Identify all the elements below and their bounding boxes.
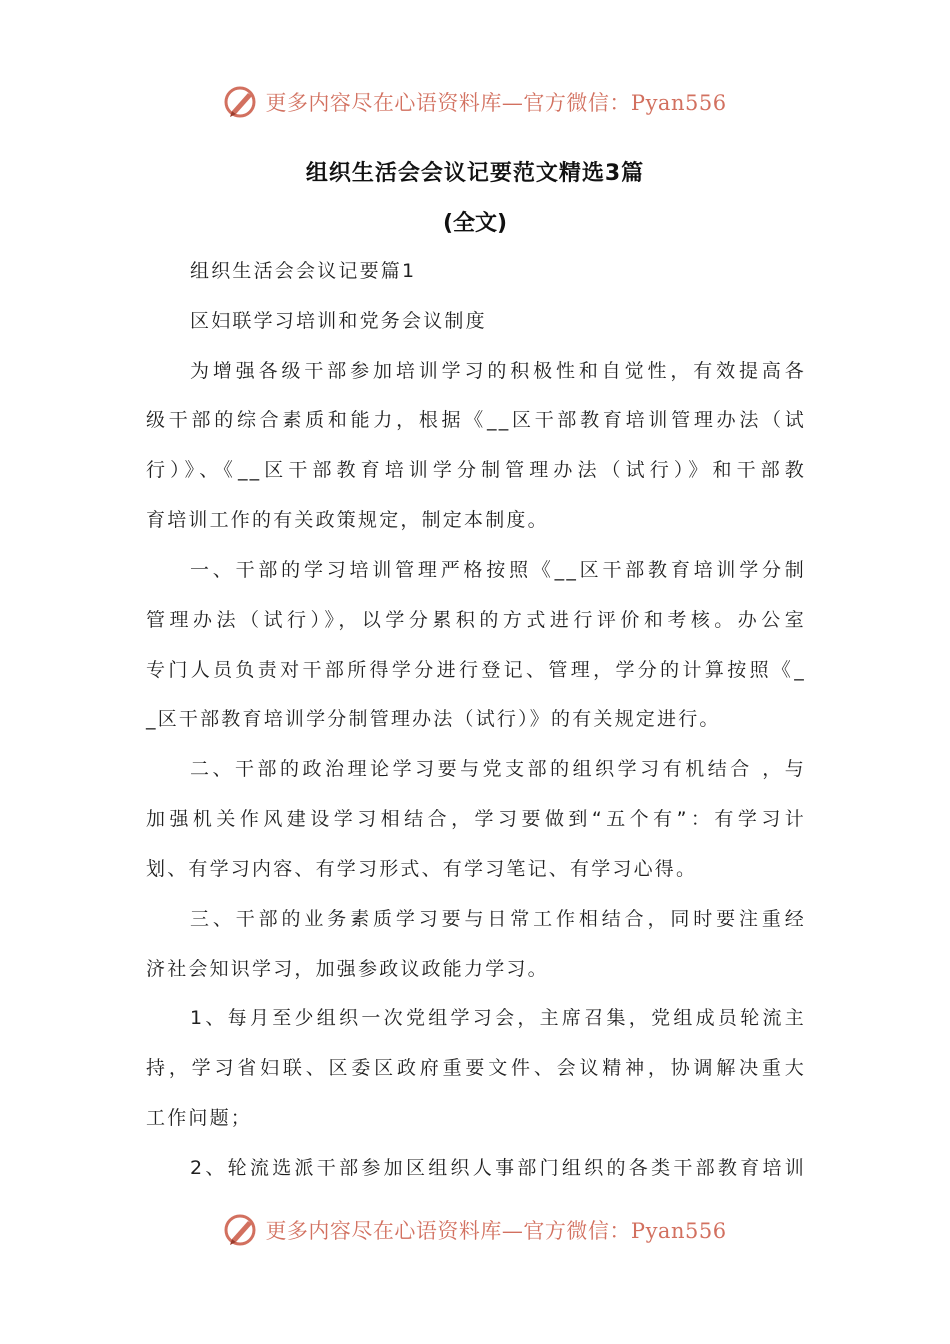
rule-title: 区妇联学习培训和党务会议制度 (190, 310, 487, 332)
paragraph-line: 持，学习省妇联、区委区政府重要文件、会议精神，协调解决重大 (146, 1057, 806, 1079)
paragraph-line: 济社会知识学习，加强参政议政能力学习。 (146, 958, 549, 980)
paragraph-line: 专门人员负责对干部所得学分进行登记、管理，学分的计算按照《_ (146, 659, 806, 681)
paragraph-line: 1、每月至少组织一次党组学习会，主席召集，党组成员轮流主 (190, 1007, 806, 1029)
paragraph-line: 行）》、《__区干部教育培训学分制管理办法（试行）》和干部教 (146, 459, 806, 481)
pen-logo-icon (223, 84, 259, 120)
watermark-text: 更多内容尽在心语资料库—官方微信：Pyan556 (265, 1219, 727, 1243)
watermark-text: 更多内容尽在心语资料库—官方微信：Pyan556 (265, 91, 727, 115)
paragraph-line: 级干部的综合素质和能力，根据《__区干部教育培训管理办法（试 (146, 409, 806, 431)
paragraph-line: 三、干部的业务素质学习要与日常工作相结合，同时要注重经 (190, 908, 806, 930)
paragraph-line: _区干部教育培训学分制管理办法（试行）》的有关规定进行。 (146, 708, 721, 730)
document-subtitle: (全文) (442, 211, 508, 236)
paragraph-line: 管理办法（试行）》，以学分累积的方式进行评价和考核。办公室 (146, 609, 806, 631)
paragraph-line: 一、干部的学习培训管理严格按照《__区干部教育培训学分制 (190, 559, 806, 581)
watermark-banner-bottom (0, 1210, 950, 1250)
paragraph-line: 2、轮流选派干部参加区组织人事部门组织的各类干部教育培训 (190, 1157, 806, 1179)
paragraph-line: 加强机关作风建设学习相结合，学习要做到“五个有”：有学习计 (146, 808, 806, 830)
section-heading: 组织生活会会议记要篇1 (190, 260, 417, 282)
document-title: 组织生活会会议记要范文精选3篇 (305, 161, 645, 186)
paragraph-line: 育培训工作的有关政策规定，制定本制度。 (146, 509, 549, 531)
pen-logo-icon (223, 1212, 259, 1248)
paragraph-line: 二、干部的政治理论学习要与党支部的组织学习有机结合 ，与 (190, 758, 806, 780)
paragraph-line: 为增强各级干部参加培训学习的积极性和自觉性，有效提高各 (190, 360, 806, 382)
paragraph-line: 工作问题； (146, 1107, 253, 1129)
paragraph-line: 划、有学习内容、有学习形式、有学习笔记、有学习心得。 (146, 858, 698, 880)
watermark-banner-top (0, 82, 950, 122)
